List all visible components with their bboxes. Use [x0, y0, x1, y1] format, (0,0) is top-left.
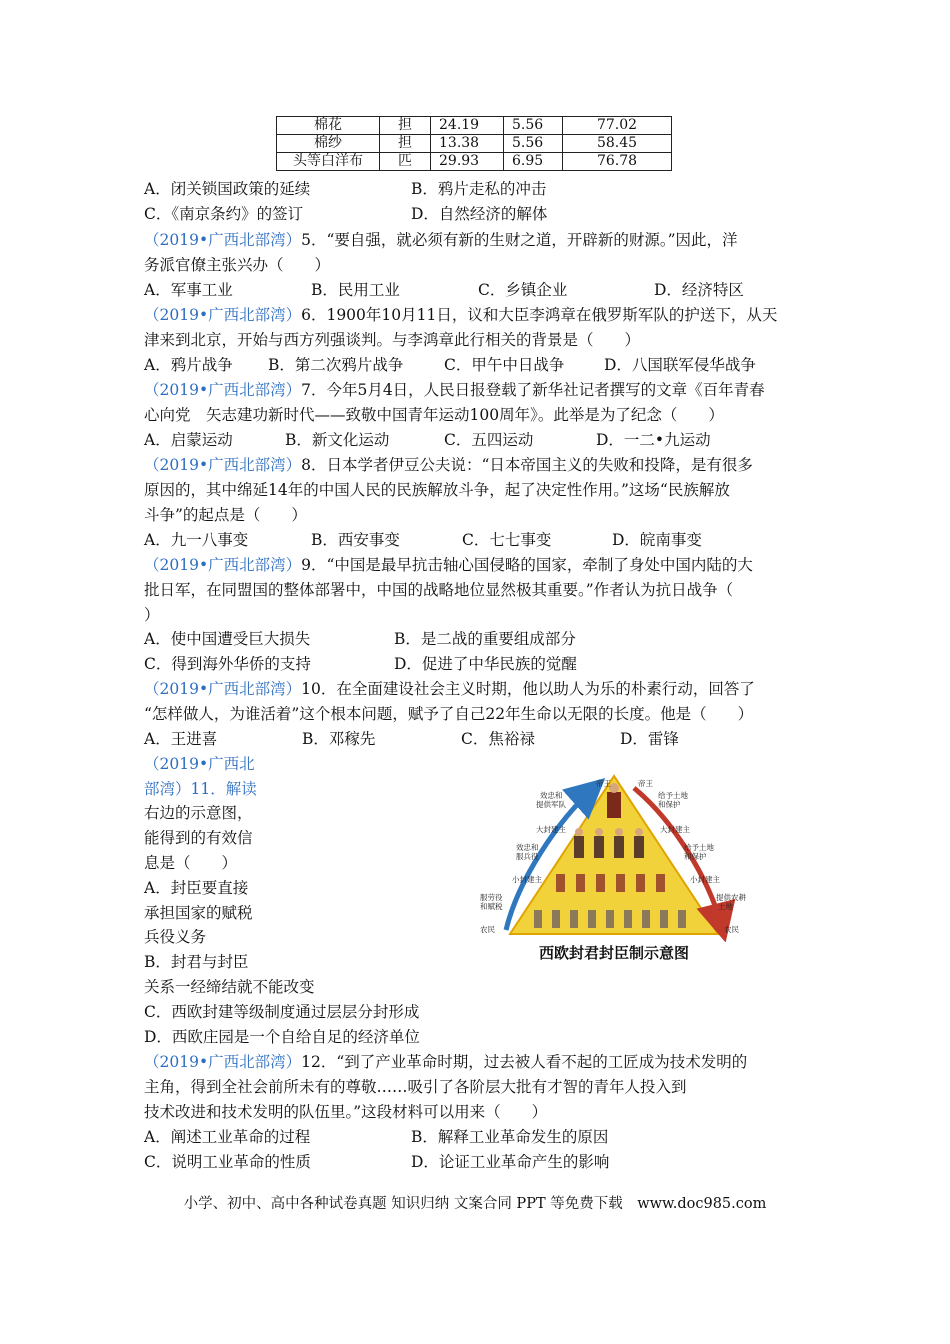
king-figure	[607, 783, 621, 818]
q10-option-b: B．邓稼先	[302, 730, 376, 748]
price-table	[276, 116, 672, 171]
q12-stem-3: 技术改进和技术发明的队伍里。”这段材料可以用来（ ）	[144, 1103, 548, 1121]
label-small-lord-right: 小封建主	[690, 875, 720, 884]
q12-option-c: C．说明工业革命的性质	[144, 1153, 311, 1171]
q9-stem-2: 批日军，在同盟国的整体部署中，中国的战略地位显然极其重要。”作者认为抗日战争（	[144, 581, 734, 599]
q8-option-c: C．七七事变	[462, 531, 552, 549]
q9-option-a: A．使中国遭受巨大损失	[144, 630, 311, 648]
label-peasant-right: 农民	[724, 925, 739, 934]
label-right-mid-1: 给予土地	[684, 843, 714, 852]
q10-stem-2: “怎样做人，为谁活着”这个根本问题，赋予了自己22年生命以无限的长度。他是（ ）	[144, 705, 754, 723]
q8-option-b: B．西安事变	[311, 531, 400, 549]
q12-option-b: B．解释工业革命发生的原因	[411, 1128, 609, 1146]
label-king-left: 帝王	[596, 779, 611, 788]
q12-stem-2: 主角，得到全社会前所未有的尊敬……吸引了各阶层大批有才智的青年人投入到	[144, 1078, 687, 1096]
label-left-mid-2: 服兵役	[516, 852, 539, 861]
label-right-bot-2: 土地	[718, 902, 733, 911]
q12-stem: （2019•广西北部湾）12．“到了产业革命时期，过去被人看不起的工匠成为技术发明的	[144, 1053, 748, 1071]
q7-option-a: A．启蒙运动	[144, 431, 233, 449]
q4-option-a: A．闭关锁国政策的延续	[144, 180, 311, 198]
q11-option-c: C．西欧封建等级制度通过层层分封形成	[144, 1003, 420, 1021]
q11-stem-3: 能得到的有效信	[144, 829, 253, 847]
q5-stem-2: 务派官僚主张兴办（ ）	[144, 256, 331, 274]
q6-option-b: B．第二次鸦片战争	[268, 356, 404, 374]
q9-option-c: C．得到海外华侨的支持	[144, 655, 311, 673]
q10-option-d: D．雷锋	[620, 730, 679, 748]
q5-option-d: D．经济特区	[654, 281, 744, 299]
label-left-top-2: 提供军队	[536, 800, 566, 809]
label-right-mid-2: 和保护	[684, 852, 707, 861]
q11-option-a-1: A．封臣要直接	[144, 879, 249, 897]
q7-option-b: B．新文化运动	[285, 431, 390, 449]
q6-option-a: A．鸦片战争	[144, 356, 233, 374]
q11-stem-2: 右边的示意图，	[144, 804, 253, 822]
q11-option-b-2: 关系一经缔结就不能改变	[144, 978, 315, 996]
q7-option-d: D．一二•九运动	[596, 431, 711, 449]
q4-option-b: B．鸦片走私的冲击	[411, 180, 547, 198]
feudal-pyramid-figure	[478, 770, 750, 966]
label-small-lord-left: 小封建主	[512, 875, 542, 884]
q12-option-d: D．论证工业革命产生的影响	[411, 1153, 610, 1171]
label-big-lord-right: 大封建主	[660, 825, 690, 834]
q5-option-c: C．乡镇企业	[478, 281, 568, 299]
q11-stem-4: 息是（ ）	[144, 854, 238, 872]
q11-source-1: （2019•广西北	[144, 755, 255, 773]
q8-stem-3: 斗争”的起点是（ ）	[144, 506, 307, 524]
q6-option-c: C．甲午中日战争	[444, 356, 565, 374]
q9-stem-3: ）	[144, 606, 160, 624]
q11-option-a-3: 兵役义务	[144, 928, 207, 946]
q8-stem-2: 原因的，其中绵延14年的中国人民的民族解放斗争，起了决定性作用。”这场“民族解放	[144, 481, 730, 499]
q11-option-b-1: B．封君与封臣	[144, 953, 249, 971]
label-right-bot-1: 提供农耕	[716, 893, 746, 902]
label-king-right: 帝王	[638, 779, 653, 788]
figure-caption: 西欧封君封臣制示意图	[538, 944, 689, 962]
label-left-bot-2: 和赋税	[480, 902, 503, 911]
table-row: 棉花 担 24.19 5.56 77.02	[277, 117, 672, 135]
page-footer: 小学、初中、高中各种试卷真题 知识归纳 文案合同 PPT 等免费下载 www.doc985.com	[183, 1196, 767, 1212]
peasants-figures	[534, 910, 686, 928]
label-left-mid-1: 效忠和	[516, 843, 539, 852]
q7-option-c: C．五四运动	[444, 431, 534, 449]
label-right-top-2: 和保护	[658, 800, 681, 809]
q5-stem: （2019•广西北部湾）5．“要自强，就必须有新的生财之道，开辟新的财源。”因此，洋	[144, 231, 738, 249]
q10-option-c: C．焦裕禄	[461, 730, 535, 748]
q9-option-d: D．促进了中华民族的觉醒	[394, 655, 577, 673]
feudal-pyramid-diagram	[478, 770, 750, 942]
label-right-top-1: 给予土地	[658, 791, 688, 800]
q10-option-a: A．王进喜	[144, 730, 218, 748]
label-left-bot-1: 服劳役	[480, 893, 503, 902]
q8-stem: （2019•广西北部湾）8．日本学者伊豆公夫说：“日本帝国主义的失败和投降，是有很多	[144, 456, 753, 474]
q7-stem: （2019•广西北部湾）7．今年5月4日，人民日报登载了新华社记者撰写的文章《百年青春	[144, 381, 765, 399]
q8-option-d: D．皖南事变	[612, 531, 702, 549]
q7-stem-2: 心向党 矢志建功新时代——致敬中国青年运动100周年》。此举是为了纪念（ ）	[144, 406, 724, 424]
label-big-lord-left: 大封建主	[536, 825, 566, 834]
table-row: 棉纱 担 13.38 5.56 58.45	[277, 135, 672, 153]
q9-stem: （2019•广西北部湾）9．“中国是最早抗击轴心国侵略的国家，牵制了身处中国内陆的大	[144, 556, 753, 574]
q11-option-d: D．西欧庄园是一个自给自足的经济单位	[144, 1028, 420, 1046]
q5-option-a: A．军事工业	[144, 281, 233, 299]
q9-option-b: B．是二战的重要组成部分	[394, 630, 576, 648]
q8-option-a: A．九一八事变	[144, 531, 249, 549]
q6-stem-2: 津来到北京，开始与西方列强谈判。与李鸿章此行相关的背景是（ ）	[144, 331, 641, 349]
q12-option-a: A．阐述工业革命的过程	[144, 1128, 311, 1146]
q10-stem: （2019•广西北部湾）10．在全面建设社会主义时期，他以助人为乐的朴素行动，回答了	[144, 680, 755, 698]
q6-stem: （2019•广西北部湾）6．1900年10月11日，议和大臣李鸿章在俄罗斯军队的护送下，从天	[144, 306, 778, 324]
q4-option-c: C．《南京条约》的签订	[144, 205, 304, 223]
label-left-top-1: 效忠和	[540, 791, 563, 800]
q6-option-d: D．八国联军侵华战争	[604, 356, 756, 374]
q11-option-a-2: 承担国家的赋税	[144, 904, 253, 922]
q11-stem-1: 部湾）11．解读	[144, 780, 257, 798]
q4-option-d: D．自然经济的解体	[411, 205, 548, 223]
label-peasant-left: 农民	[480, 925, 495, 934]
q5-option-b: B．民用工业	[311, 281, 400, 299]
table-row: 头等白洋布 匹 29.93 6.95 76.78	[277, 153, 672, 171]
